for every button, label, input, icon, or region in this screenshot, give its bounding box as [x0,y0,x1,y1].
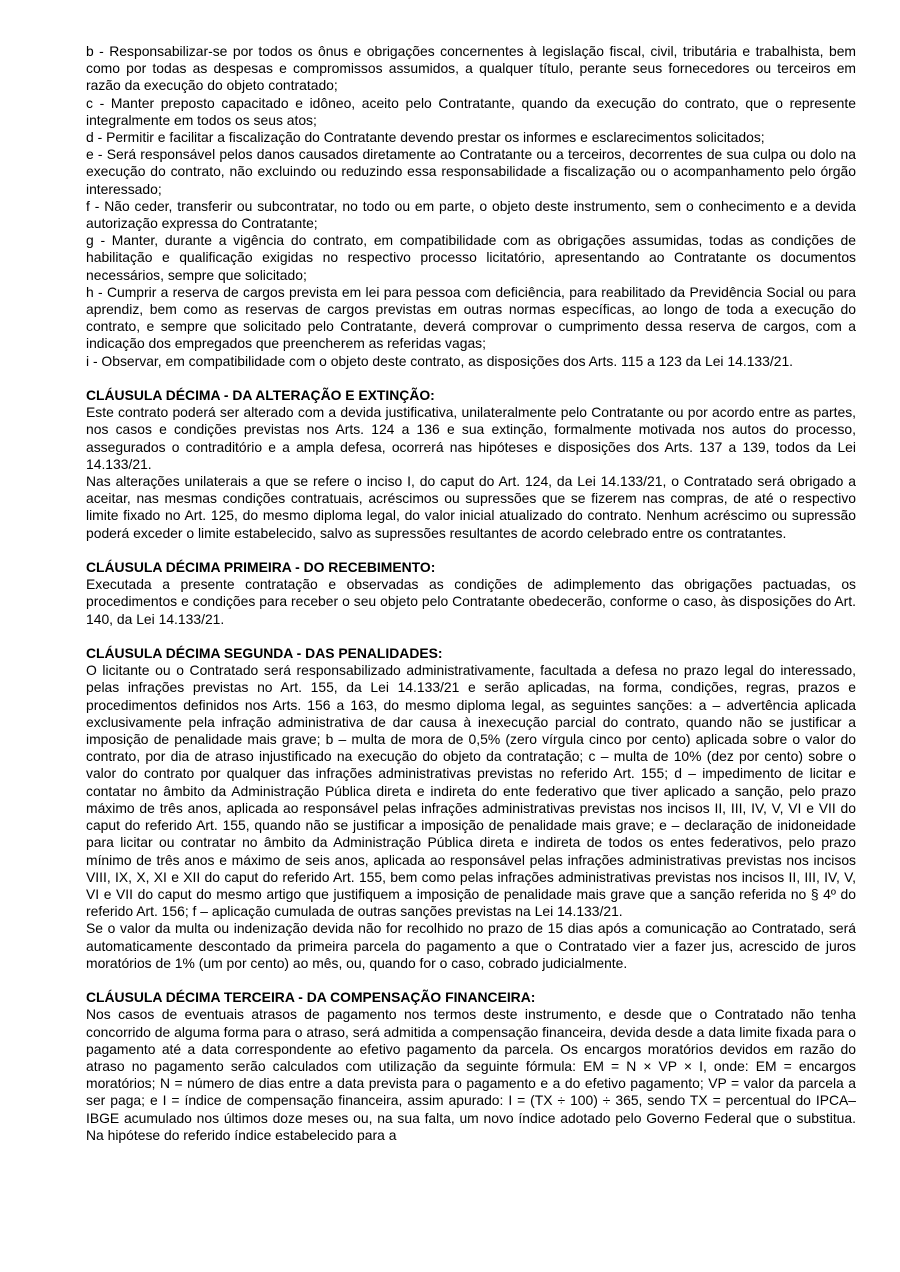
obligation-i: i - Observar, em compatibilidade com o objeto deste contrato, as disposições dos Arts. 115 a 123 da Lei 14.133/21. [86,352,794,369]
obligation-f: f - Não ceder, transferir ou subcontratar, no todo ou em parte, o objeto deste instrumento, sem o conhecimento e a devida autorização expressa do Contratante; [86,197,856,232]
clause-13-section [86,989,856,1144]
clause-10-section [86,387,856,542]
clause-12-heading: CLÁUSULA DÉCIMA SEGUNDA - DAS PENALIDADES: [86,645,443,662]
obligation-c: c - Manter preposto capacitado e idôneo, aceito pelo Contratante, quando da execução do contrato, que o represente integralmente em todos os seus atos; [86,94,856,128]
clause-13-paragraph: Nos casos de eventuais atrasos de pagamento nos termos deste instrumento, e desde que o Contratado não tenha concorrido de alguma forma para o atraso, será admitida a compensação financeira, devida desde a data limite fixada para o pagamento até a data correspondente ao efetivo pagamento da parcela. Os encargos moratórios devidos em razão do atraso no pagamento serão calculados com utilização da seguinte fórmula: EM = N × VP × I, onde: EM = encargos moratórios; N = número de dias entre a data prevista para o pagamento e a do efetivo pagamento; VP = valor da parcela a ser paga; e I = índice de compensação financeira, assim apurado: I = (TX ÷ 100) ÷ 365, sendo TX = percentual do IPCA–IBGE acumulado nos últimos doze meses ou, na sua falta, um novo índice adotado pelo Governo Federal que o substitua. Na hipótese do referido índice estabelecido para a [86,1006,856,1143]
clause-13-heading: CLÁUSULA DÉCIMA TERCEIRA - DA COMPENSAÇÃO FINANCEIRA: [86,989,536,1006]
clause-11-section [86,559,856,628]
clause-10-paragraph: Nas alterações unilaterais a que se refere o inciso I, do caput do Art. 124, da Lei 14.133/21, o Contratado será obrigado a aceitar, nas mesmas condições contratuais, acréscimos ou supressões que se fizerem nas compras, de até o respectivo limite fixado no Art. 125, do mesmo diploma legal, do valor inicial atualizado do contrato. Nenhum acréscimo ou supressão poderá exceder o limite estabelecido, salvo as supressões resultantes de acordo celebrado entre os contratantes. [86,473,856,541]
obligation-g: g - Manter, durante a vigência do contrato, em compatibilidade com as obrigações assumidas, todas as condições de habilitação e qualificação exigidas no respectivo processo licitatório, apresentando ao Contratante os documentos necessários, sempre que solicitado; [86,232,856,283]
clause-11-heading: CLÁUSULA DÉCIMA PRIMEIRA - DO RECEBIMENTO: [86,559,436,576]
clause-10-heading: CLÁUSULA DÉCIMA - DA ALTERAÇÃO E EXTINÇÃO: [86,387,435,404]
obligation-d: d - Permitir e facilitar a fiscalização do Contratante devendo prestar os informes e esclarecimentos solicitados; [86,129,765,146]
obligation-b: b - Responsabilizar-se por todos os ônus e obrigações concernentes à legislação fiscal, civil, tributária e trabalhista, bem como por todas as despesas e compromissos assumidos, a qualquer título, perante seus fornecedores ou terceiros em razão da execução do objeto contratado; [86,43,856,94]
obligation-h: h - Cumprir a reserva de cargos prevista em lei para pessoa com deficiência, para reabilitado da Previdência Social ou para aprendiz, bem como as reservas de cargos previstas em outras normas específicas, ao longo de toda a execução do contrato, e sempre que solicitado pelo Contratante, deverá comprovar o cumprimento dessa reserva de cargos, com a indicação dos empregados que preencherem as referidas vagas; [86,283,856,352]
clause-12-section [86,645,856,972]
clause-10-paragraph: Este contrato poderá ser alterado com a devida justificativa, unilateralmente pelo Contratante ou por acordo entre as partes, nos casos e condições previstas nos Arts. 124 a 136 e sua extinção, formalmente motivada nos autos do processo, assegurados o contraditório e a ampla defesa, ocorrerá nas hipóteses e disposições dos Arts. 137 a 139, todos da Lei 14.133/21. [86,404,856,472]
obligations-list [86,43,856,370]
obligation-e: e - Será responsável pelos danos causados diretamente ao Contratante ou a terceiros, decorrentes de sua culpa ou dolo na execução do contrato, não excluindo ou reduzindo essa responsabilidade a fiscalização ou o acompanhamento pelo órgão interessado; [86,146,856,197]
clause-12-paragraph: O licitante ou o Contratado será responsabilizado administrativamente, facultada a defesa no prazo legal do interessado, pelas infrações previstas no Art. 155, da Lei 14.133/21 e serão aplicadas, na forma, condições, regras, prazos e procedimentos definidos nos Arts. 156 a 163, do mesmo diploma legal, as seguintes sanções: a – advertência aplicada exclusivamente pela infração administrativa de dar causa à inexecução parcial do contrato, quando não se justificar a imposição de penalidade mais grave; b – multa de mora de 0,5% (zero vírgula cinco por cento) aplicada sobre o valor do contrato, por dia de atraso injustificado na execução do objeto da contratação; c – multa de 10% (dez por cento) sobre o valor do contrato por qualquer das infrações administrativas previstas no referido Art. 155; d – impedimento de licitar e contatar no âmbito da Administração Pública direta e indireta do ente federativo que tiver aplicado a sanção, pelo prazo máximo de três anos, aplicada ao responsável pelas infrações administrativas previstas nos incisos II, III, IV, V, VI e VII do caput do referido Art. 155, quando não se justificar a imposição de penalidade mais grave; e – declaração de inidoneidade para licitar ou contratar no âmbito da Administração Pública direta e indireta de todos os entes federativos, pelo prazo mínimo de três anos e máximo de seis anos, aplicada ao responsável pelas infrações administrativas previstas nos incisos VIII, IX, X, XI e XII do caput do referido Art. 155, bem como pelas infrações administrativas previstas nos incisos II, III, IV, V, VI e VII do caput do mesmo artigo que justifiquem a imposição de penalidade mais grave que a sanção referida no § 4º do referido Art. 156; f – aplicação cumulada de outras sanções previstas na Lei 14.133/21. [86,662,856,920]
clause-12-paragraph: Se o valor da multa ou indenização devida não for recolhido no prazo de 15 dias após a comunicação ao Contratado, será automaticamente descontado da primeira parcela do pagamento a que o Contratado vier a fazer jus, acrescido de juros moratórios de 1% (um por cento) ao mês, ou, quando for o caso, cobrado judicialmente. [86,920,856,971]
clause-11-paragraph: Executada a presente contratação e observadas as condições de adimplemento das obrigações pactuadas, os procedimentos e condições para receber o seu objeto pelo Contratante obedecerão, conforme o caso, às disposições do Art. 140, da Lei 14.133/21. [86,576,856,627]
